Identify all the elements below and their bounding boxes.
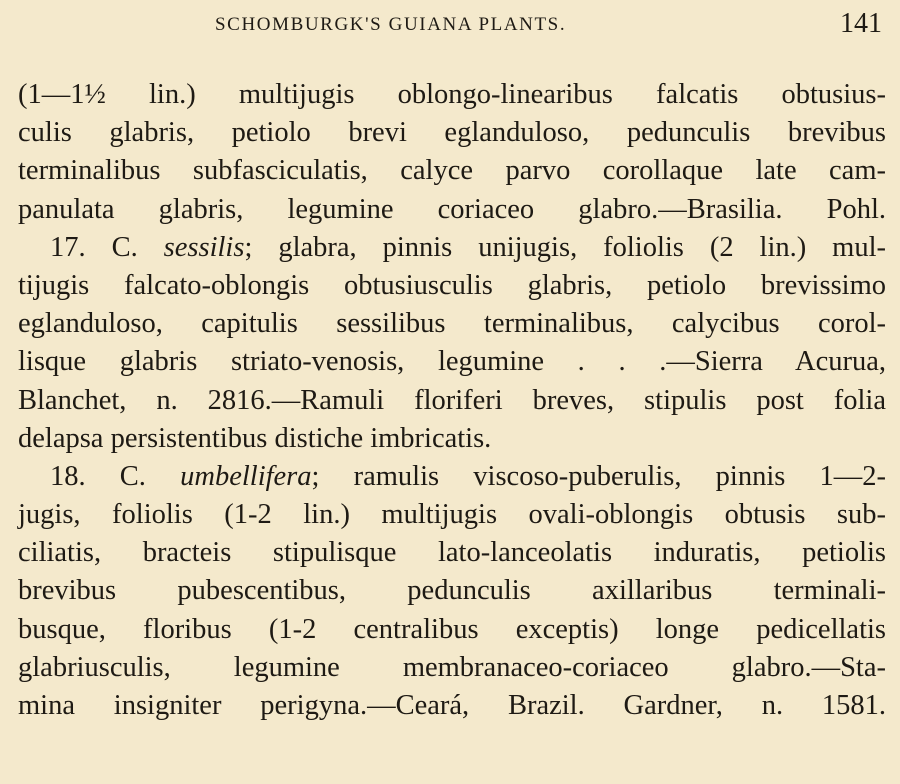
species-name: umbellifera — [180, 460, 312, 492]
text-line: panulata glabris, legumine coriaceo glabro.—Brasilia. Pohl. — [18, 193, 886, 225]
text-line: busque, floribus (1-2 centralibus exceptis) longe pedicellatis — [18, 613, 886, 645]
entry-number: 17. C. — [50, 231, 138, 263]
entry-text: ; glabra, pinnis unijugis, foliolis (2 lin.) mul- — [244, 231, 887, 263]
text-line: brevibus pubescentibus, pedunculis axillaribus terminali- — [18, 575, 886, 607]
text-line: mina insigniter perigyna.—Ceará, Brazil. Gardner, n. 1581. — [18, 690, 886, 721]
text-line: jugis, foliolis (1-2 lin.) multijugis ovali-oblongis obtusis sub- — [18, 499, 886, 531]
entry-text: ; ramulis viscoso-puberulis, pinnis 1—2- — [311, 460, 886, 492]
page-number: 141 — [840, 8, 882, 39]
text-line: Blanchet, n. 2816.—Ramuli floriferi breves, stipulis post folia — [18, 384, 886, 416]
species-entry-first-line — [18, 229, 886, 267]
page-header — [0, 6, 900, 42]
text-line: tijugis falcato-oblongis obtusiusculis glabris, petiolo brevissimo — [18, 269, 886, 301]
text-line: terminalibus subfasciculatis, calyce parvo corollaque late cam- — [18, 155, 886, 187]
text-line: glabriusculis, legumine membranaceo-coriaceo glabro.—Sta- — [18, 651, 886, 683]
text-line: delapsa persistentibus distiche imbricatis. — [18, 422, 492, 454]
page-body — [18, 76, 886, 725]
text-line: (1—1½ lin.) multijugis oblongo-linearibus falcatis obtusius- — [18, 79, 886, 110]
species-entry-first-line — [18, 458, 886, 496]
text-line: eglanduloso, capitulis sessilibus terminalibus, calycibus corol- — [18, 308, 886, 340]
text-line: culis glabris, petiolo brevi eglanduloso, pedunculis brevibus — [18, 117, 886, 149]
running-title: SCHOMBURGK'S GUIANA PLANTS. — [215, 14, 567, 35]
species-name: sessilis — [163, 231, 245, 263]
text-line: ciliatis, bracteis stipulisque lato-lanceolatis induratis, petiolis — [18, 537, 886, 569]
text-line: lisque glabris striato-venosis, legumine . . .—Sierra Acurua, — [18, 346, 886, 378]
entry-number: 18. C. — [50, 460, 146, 492]
